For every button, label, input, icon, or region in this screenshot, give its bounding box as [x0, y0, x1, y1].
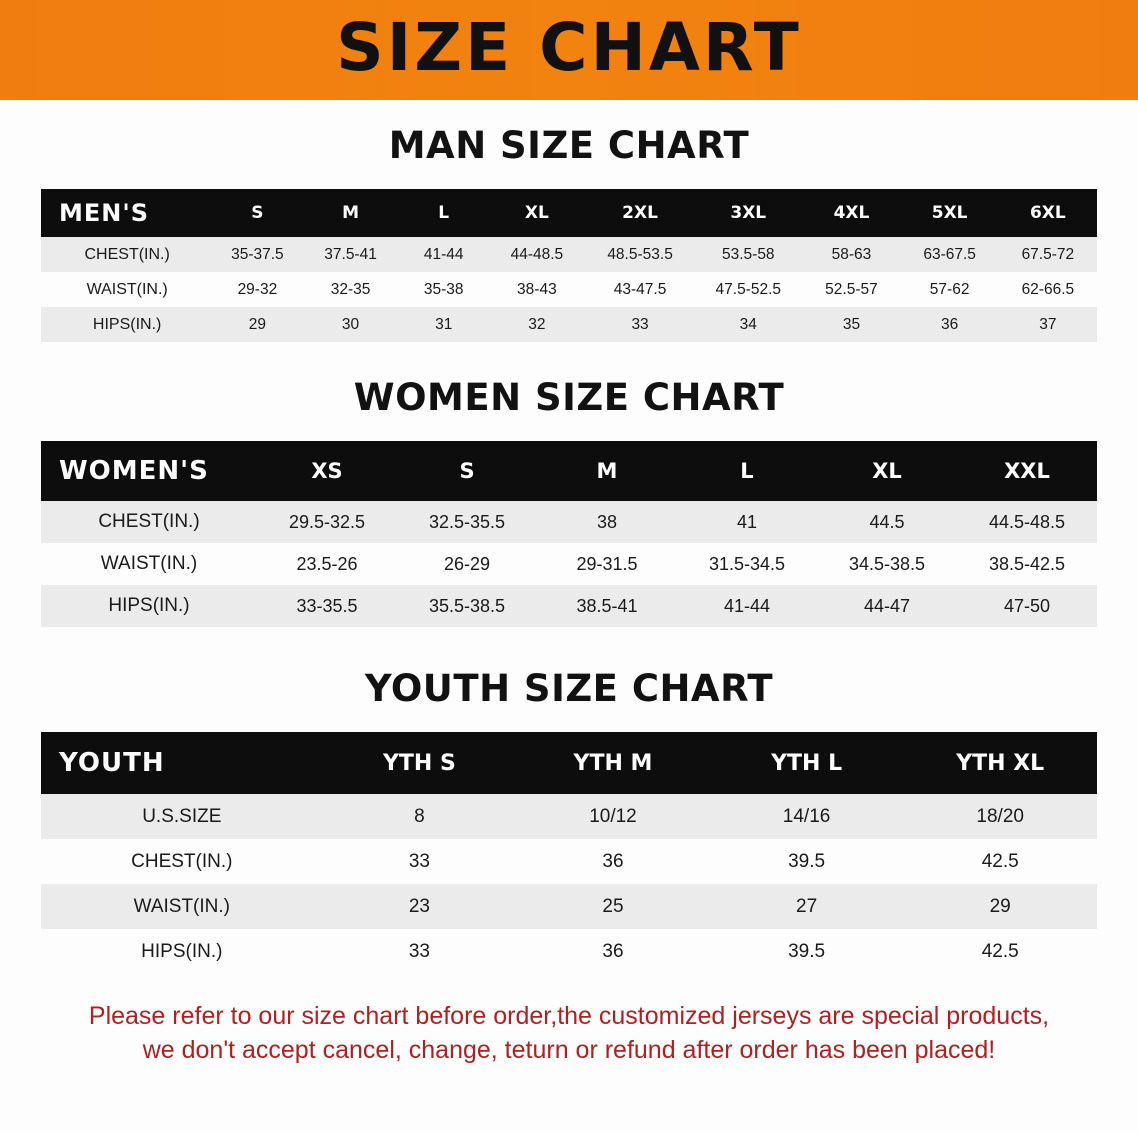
table-cell: 38.5-41 [537, 585, 677, 627]
youth-size-table [41, 732, 1097, 974]
table-header-row [41, 732, 1097, 794]
table-row [41, 585, 1097, 627]
table-row [41, 272, 1097, 307]
table-cell: 29 [213, 307, 301, 342]
women-header-cell: S [397, 441, 537, 501]
table-cell: 36 [901, 307, 999, 342]
men-header-cell: XL [488, 189, 586, 237]
men-header-cell: 6XL [999, 189, 1097, 237]
row-label: CHEST(IN.) [41, 839, 323, 884]
table-cell: 37.5-41 [301, 237, 399, 272]
youth-header-cell: YTH S [323, 732, 517, 794]
table-cell: 38-43 [488, 272, 586, 307]
table-cell: 27 [710, 884, 904, 929]
men-header-cell: 2XL [586, 189, 694, 237]
row-label: CHEST(IN.) [41, 237, 213, 272]
table-cell: 29-32 [213, 272, 301, 307]
youth-section-title: YOUTH SIZE CHART [364, 667, 774, 710]
women-header-cell: XS [257, 441, 397, 501]
men-size-table [41, 189, 1097, 342]
table-cell: 31.5-34.5 [677, 543, 817, 585]
women-section-title: WOMEN SIZE CHART [353, 376, 785, 419]
table-cell: 23 [323, 884, 517, 929]
table-row [41, 839, 1097, 884]
row-label: HIPS(IN.) [41, 307, 213, 342]
men-header-label: MEN'S [41, 189, 213, 237]
row-label: HIPS(IN.) [41, 585, 257, 627]
table-cell: 39.5 [710, 839, 904, 884]
table-row [41, 884, 1097, 929]
table-cell: 23.5-26 [257, 543, 397, 585]
men-header-cell: S [213, 189, 301, 237]
table-cell: 57-62 [901, 272, 999, 307]
table-cell: 34.5-38.5 [817, 543, 957, 585]
table-row [41, 543, 1097, 585]
row-label: HIPS(IN.) [41, 929, 323, 974]
table-cell: 38 [537, 501, 677, 543]
youth-header-label: YOUTH [41, 732, 323, 794]
table-cell: 29 [903, 884, 1097, 929]
table-cell: 18/20 [903, 794, 1097, 839]
table-cell: 41-44 [677, 585, 817, 627]
table-cell: 32.5-35.5 [397, 501, 537, 543]
table-cell: 35 [802, 307, 900, 342]
table-cell: 33 [323, 929, 517, 974]
men-header-cell: M [301, 189, 399, 237]
table-row [41, 929, 1097, 974]
table-cell: 32-35 [301, 272, 399, 307]
men-header-cell: 5XL [901, 189, 999, 237]
row-label: CHEST(IN.) [41, 501, 257, 543]
table-cell: 32 [488, 307, 586, 342]
table-cell: 14/16 [710, 794, 904, 839]
women-header-label: WOMEN'S [41, 441, 257, 501]
table-row [41, 307, 1097, 342]
row-label: WAIST(IN.) [41, 884, 323, 929]
women-header-cell: XXL [957, 441, 1097, 501]
men-header-cell: 4XL [802, 189, 900, 237]
table-cell: 44.5 [817, 501, 957, 543]
table-cell: 48.5-53.5 [586, 237, 694, 272]
men-header-cell: 3XL [694, 189, 802, 237]
table-header-row [41, 441, 1097, 501]
youth-header-cell: YTH M [516, 732, 710, 794]
women-header-cell: L [677, 441, 817, 501]
table-cell: 33 [586, 307, 694, 342]
table-cell: 47-50 [957, 585, 1097, 627]
table-cell: 36 [516, 839, 710, 884]
women-header-cell: M [537, 441, 677, 501]
table-cell: 30 [301, 307, 399, 342]
table-cell: 52.5-57 [802, 272, 900, 307]
women-size-table [41, 441, 1097, 627]
table-cell: 29.5-32.5 [257, 501, 397, 543]
table-cell: 29-31.5 [537, 543, 677, 585]
table-cell: 44-47 [817, 585, 957, 627]
row-label: WAIST(IN.) [41, 272, 213, 307]
table-cell: 44.5-48.5 [957, 501, 1097, 543]
table-row [41, 794, 1097, 839]
table-cell: 42.5 [903, 929, 1097, 974]
table-cell: 58-63 [802, 237, 900, 272]
table-cell: 26-29 [397, 543, 537, 585]
table-cell: 62-66.5 [999, 272, 1097, 307]
table-cell: 38.5-42.5 [957, 543, 1097, 585]
table-cell: 10/12 [516, 794, 710, 839]
disclaimer-line-1: Please refer to our size chart before order,the customized jerseys are special products, [88, 1002, 1050, 1030]
table-cell: 36 [516, 929, 710, 974]
table-cell: 35.5-38.5 [397, 585, 537, 627]
table-cell: 35-37.5 [213, 237, 301, 272]
table-cell: 53.5-58 [694, 237, 802, 272]
table-cell: 44-48.5 [488, 237, 586, 272]
youth-header-cell: YTH XL [903, 732, 1097, 794]
table-cell: 8 [323, 794, 517, 839]
table-cell: 35-38 [400, 272, 488, 307]
table-cell: 63-67.5 [901, 237, 999, 272]
table-cell: 34 [694, 307, 802, 342]
men-header-cell: L [400, 189, 488, 237]
table-cell: 39.5 [710, 929, 904, 974]
man-section-title: MAN SIZE CHART [388, 124, 750, 167]
table-cell: 31 [400, 307, 488, 342]
table-cell: 33 [323, 839, 517, 884]
table-row [41, 501, 1097, 543]
table-cell: 67.5-72 [999, 237, 1097, 272]
table-header-row [41, 189, 1097, 237]
table-cell: 41 [677, 501, 817, 543]
disclaimer-note [40, 1000, 1098, 1068]
table-cell: 33-35.5 [257, 585, 397, 627]
women-header-cell: XL [817, 441, 957, 501]
page-title: SIZE CHART [336, 9, 802, 86]
table-cell: 43-47.5 [586, 272, 694, 307]
table-cell: 47.5-52.5 [694, 272, 802, 307]
row-label: U.S.SIZE [41, 794, 323, 839]
table-row [41, 237, 1097, 272]
youth-header-cell: YTH L [710, 732, 904, 794]
table-cell: 37 [999, 307, 1097, 342]
banner [0, 0, 1138, 100]
table-cell: 25 [516, 884, 710, 929]
row-label: WAIST(IN.) [41, 543, 257, 585]
table-cell: 41-44 [400, 237, 488, 272]
table-cell: 42.5 [903, 839, 1097, 884]
disclaimer-line-2: we don't accept cancel, change, teturn or refund after order has been placed! [142, 1035, 996, 1064]
